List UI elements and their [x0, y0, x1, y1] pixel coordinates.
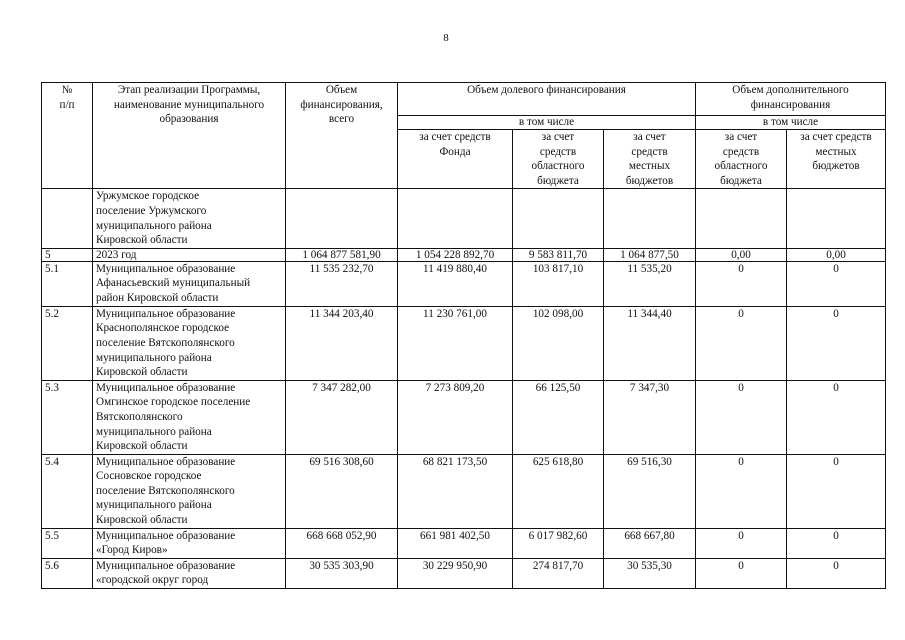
header-regional: за счет средств областного бюджета [513, 130, 604, 189]
row-total: 1 064 877 581,90 [286, 248, 398, 261]
header-total: Объем финансирования, всего [286, 83, 398, 189]
row-total: 668 668 052,90 [286, 528, 398, 558]
row-add-regional: 0,00 [696, 248, 787, 261]
row-add-local [787, 189, 886, 248]
row-total: 69 516 308,60 [286, 454, 398, 528]
row-add-regional: 0 [696, 380, 787, 454]
row-name: Муниципальное образование «городской округ город [93, 558, 286, 588]
row-local: 11 535,20 [604, 261, 696, 306]
row-regional: 103 817,10 [513, 261, 604, 306]
table-row [42, 380, 886, 454]
row-regional: 102 098,00 [513, 306, 604, 380]
table-row [42, 248, 886, 261]
row-total: 7 347 282,00 [286, 380, 398, 454]
row-local: 69 516,30 [604, 454, 696, 528]
row-add-regional: 0 [696, 454, 787, 528]
table-row [42, 306, 886, 380]
header-fund: за счет средств Фонда [398, 130, 513, 189]
row-fund: 30 229 950,90 [398, 558, 513, 588]
row-add-local: 0 [787, 454, 886, 528]
row-add-regional: 0 [696, 558, 787, 588]
row-num: 5.6 [42, 558, 93, 588]
header-add-regional: за счет средств областного бюджета [696, 130, 787, 189]
row-fund: 11 419 880,40 [398, 261, 513, 306]
row-fund: 1 054 228 892,70 [398, 248, 513, 261]
row-total [286, 189, 398, 248]
row-name: Муниципальное образование Сосновское городское поселение Вятскополянского муниципального района Кировской области [93, 454, 286, 528]
row-name: 2023 год [93, 248, 286, 261]
row-fund: 11 230 761,00 [398, 306, 513, 380]
row-name: Муниципальное образование Афанасьевский муниципальный район Кировской области [93, 261, 286, 306]
row-regional: 9 583 811,70 [513, 248, 604, 261]
row-num: 5 [42, 248, 93, 261]
row-num: 5.2 [42, 306, 93, 380]
row-local: 668 667,80 [604, 528, 696, 558]
header-num: № п/п [42, 83, 93, 189]
row-add-local: 0 [787, 306, 886, 380]
row-name: Муниципальное образование «Город Киров» [93, 528, 286, 558]
header-including-additional: в том числе [696, 116, 886, 130]
row-num: 5.4 [42, 454, 93, 528]
row-num [42, 189, 93, 248]
row-add-regional: 0 [696, 261, 787, 306]
row-name: Муниципальное образование Омгинское городское поселение Вятскополянского муниципального района Кировской области [93, 380, 286, 454]
row-add-local: 0 [787, 261, 886, 306]
header-add-local: за счет средств местных бюджетов [787, 130, 886, 189]
row-add-local: 0 [787, 528, 886, 558]
header-shared-financing: Объем долевого финансирования [398, 83, 696, 116]
row-local: 1 064 877,50 [604, 248, 696, 261]
financing-table [41, 82, 886, 589]
row-add-local: 0 [787, 558, 886, 588]
row-regional: 66 125,50 [513, 380, 604, 454]
table-row [42, 528, 886, 558]
row-name: Муниципальное образование Краснополянское городское поселение Вятскополянского муниципального района Кировской области [93, 306, 286, 380]
row-num: 5.3 [42, 380, 93, 454]
row-fund: 7 273 809,20 [398, 380, 513, 454]
row-regional: 274 817,70 [513, 558, 604, 588]
row-total: 11 535 232,70 [286, 261, 398, 306]
row-local: 7 347,30 [604, 380, 696, 454]
row-name: Уржумское городское поселение Уржумского муниципального района Кировской области [93, 189, 286, 248]
row-add-local: 0,00 [787, 248, 886, 261]
row-fund: 68 821 173,50 [398, 454, 513, 528]
header-including-shared: в том числе [398, 116, 696, 130]
table-row [42, 261, 886, 306]
row-total: 30 535 303,90 [286, 558, 398, 588]
header-additional-financing: Объем дополнительного финансирования [696, 83, 886, 116]
row-add-local: 0 [787, 380, 886, 454]
row-add-regional [696, 189, 787, 248]
header-stage: Этап реализации Программы, наименование муниципального образования [93, 83, 286, 189]
row-num: 5.1 [42, 261, 93, 306]
row-local [604, 189, 696, 248]
row-local: 30 535,30 [604, 558, 696, 588]
row-fund: 661 981 402,50 [398, 528, 513, 558]
row-total: 11 344 203,40 [286, 306, 398, 380]
row-fund [398, 189, 513, 248]
row-regional [513, 189, 604, 248]
page-number: 8 [443, 32, 449, 44]
table-row [42, 558, 886, 588]
row-num: 5.5 [42, 528, 93, 558]
table-row [42, 454, 886, 528]
row-regional: 625 618,80 [513, 454, 604, 528]
row-local: 11 344,40 [604, 306, 696, 380]
row-add-regional: 0 [696, 306, 787, 380]
row-add-regional: 0 [696, 528, 787, 558]
table-row [42, 189, 886, 248]
row-regional: 6 017 982,60 [513, 528, 604, 558]
header-local: за счет средств местных бюджетов [604, 130, 696, 189]
